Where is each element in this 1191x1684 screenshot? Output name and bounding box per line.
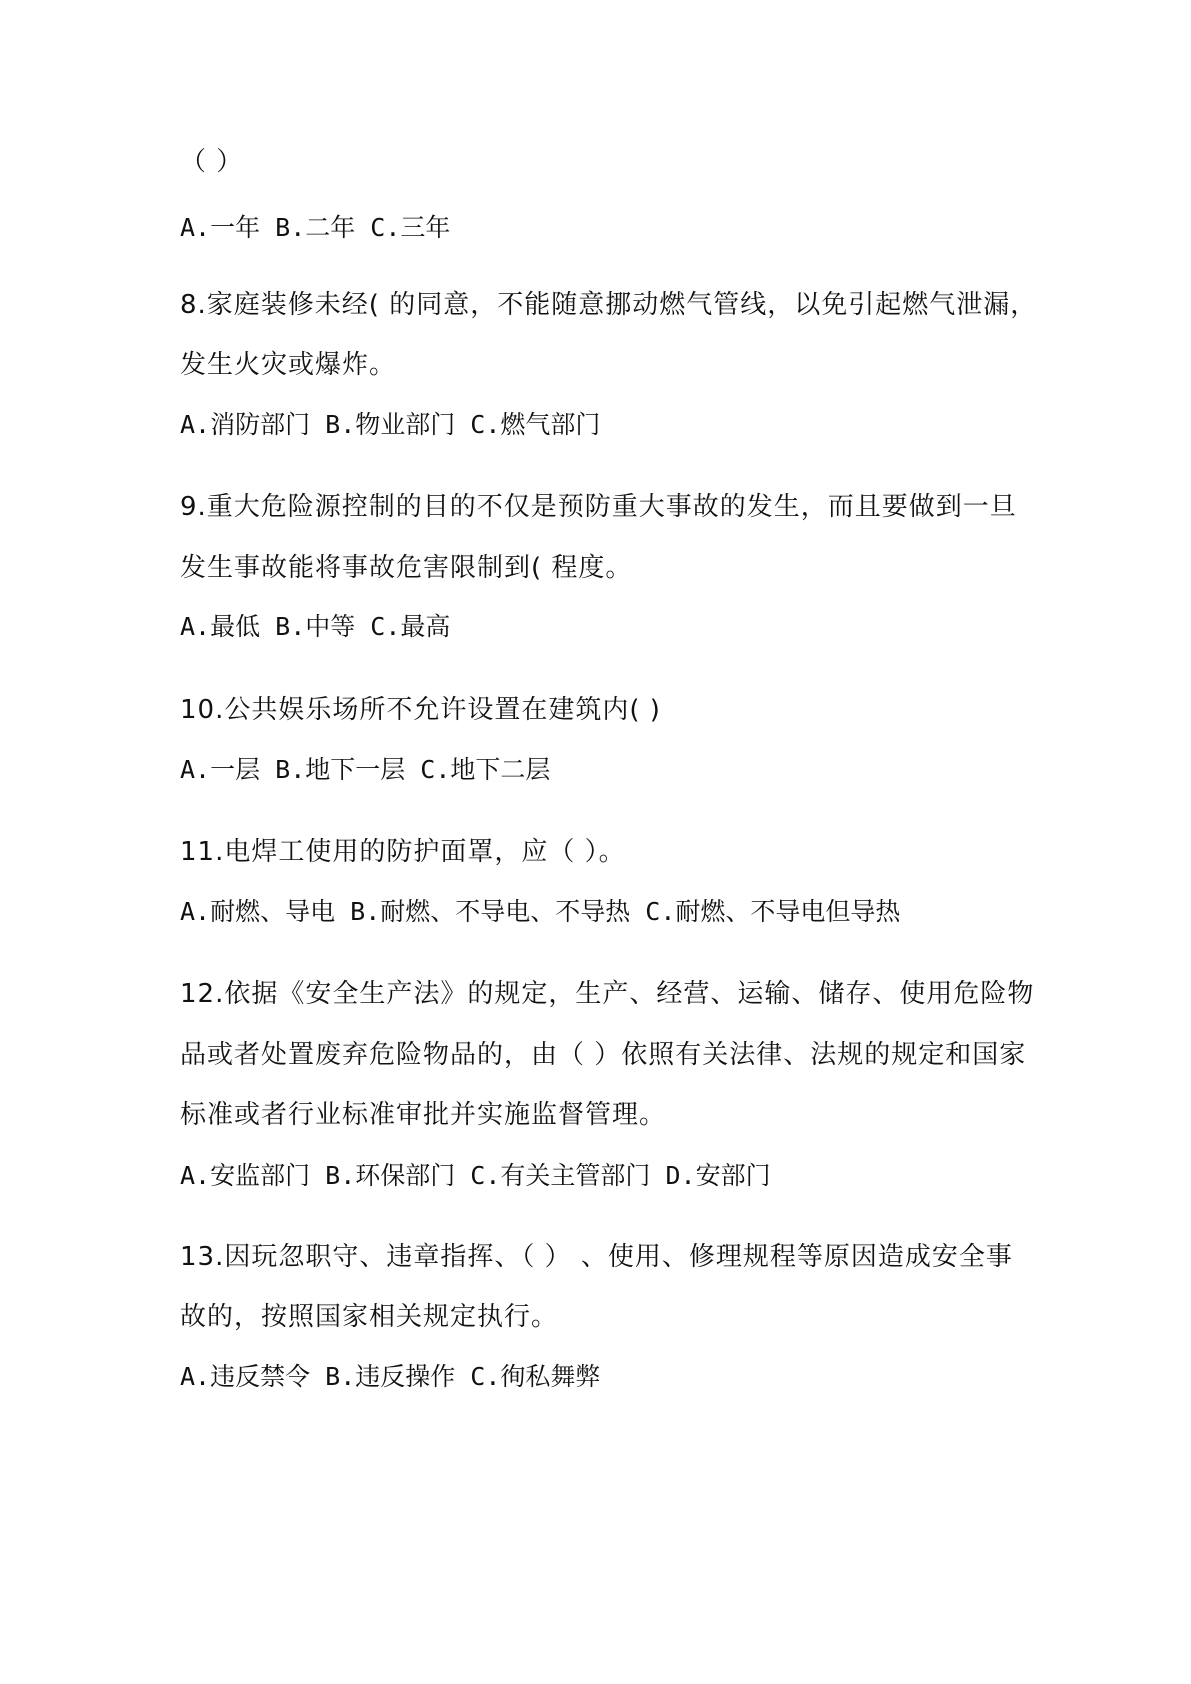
question-13-line-1: 13.因玩忽职守、违章指挥、（ ） 、使用、修理规程等原因造成安全事 [180,1242,1013,1272]
question-8-line-2: 发生火灾或爆炸。 [180,350,397,380]
question-9-options: A.最低 B.中等 C.最高 [180,612,451,641]
question-12-options: A.安监部门 B.环保部门 C.有关主管部门 D.安部门 [180,1161,771,1190]
question-11-line-1: 11.电焊工使用的防护面罩，应（ ）。 [180,837,626,867]
question-8-line-1: 8.家庭装修未经( 的同意，不能随意挪动燃气管线，以免引起燃气泄漏， [180,290,1038,320]
question-13-line-2: 故的，按照国家相关规定执行。 [180,1302,559,1332]
question-9-line-1: 9.重大危险源控制的目的不仅是预防重大事故的发生，而且要做到一旦 [180,492,1017,522]
question-13-options: A.违反禁令 B.违反操作 C.徇私舞弊 [180,1362,601,1391]
carryover-blank: （ ） [180,147,244,177]
question-8-options: A.消防部门 B.物业部门 C.燃气部门 [180,410,601,439]
question-10-line-1: 10.公共娱乐场所不允许设置在建筑内( ) [180,695,661,725]
question-12-line-2: 品或者处置废弃危险物品的，由（ ）依照有关法律、法规的规定和国家 [180,1040,1027,1070]
question-9-line-2: 发生事故能将事故危害限制到( 程度。 [180,553,633,583]
question-12-line-1: 12.依据《安全生产法》的规定，生产、经营、运输、储存、使用危险物 [180,979,1035,1009]
question-10-options: A.一层 B.地下一层 C.地下二层 [180,755,551,784]
question-12-line-3: 标准或者行业标准审批并实施监督管理。 [180,1100,667,1130]
question-11-options: A.耐燃、导电 B.耐燃、不导电、不导热 C.耐燃、不导电但导热 [180,897,901,926]
carryover-options: A.一年 B.二年 C.三年 [180,213,451,242]
